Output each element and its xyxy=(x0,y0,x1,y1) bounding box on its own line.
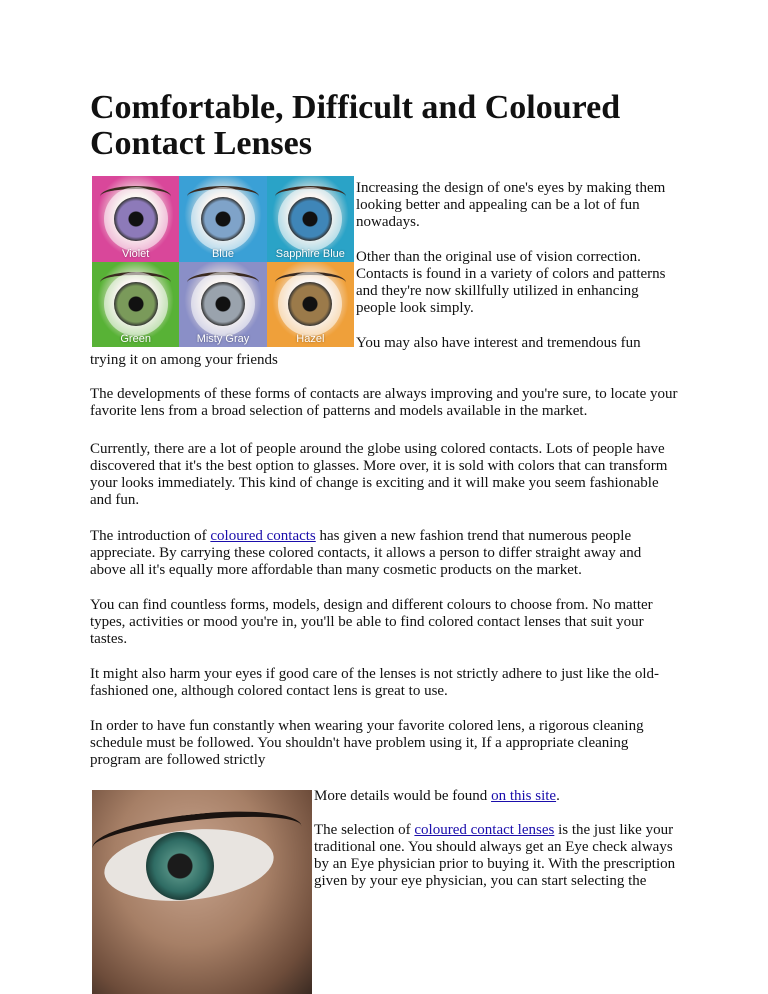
paragraph-5: Currently, there are a lot of people around the globe using colored contacts. Lots of people have discovered that it's the best option to glasses. More over, it is sold with colors that can transform your looks immediately. This kind of change is exciting and it will make you seem fashionable and fun. xyxy=(90,441,668,508)
iris-icon xyxy=(201,197,245,241)
green-eye-closeup-image xyxy=(92,790,312,994)
eye-cell-label: Green xyxy=(120,333,151,345)
paragraph-3-line-1: You may also have interest and tremendous fun xyxy=(356,335,641,351)
article-title: Comfortable, Difficult and Coloured Contact Lenses xyxy=(90,89,621,162)
paragraph-8: It might also harm your eyes if good care of the lenses is not strictly adhere to just like the old-fashioned one, although colored contact lens is great to use. xyxy=(90,666,660,699)
paragraph-10-text-after: . xyxy=(556,788,560,804)
paragraph-4: The developments of these forms of contacts are always improving and you're sure, to locate your favorite lens from a broad selection of patterns and models available in the market. xyxy=(90,386,678,419)
paragraph-6-text-before: The introduction of xyxy=(90,528,211,544)
eye-cell-label: Misty Gray xyxy=(196,333,250,345)
iris-icon xyxy=(201,282,245,326)
eye-cell-label: Violet xyxy=(122,247,150,260)
paragraph-11-text-after: is the just like your traditional one. You should always get an Eye check always by an Eye physician prior to buying it. With the prescription given by your eye physician, you can start selecting the xyxy=(314,822,676,889)
eye-cell-label: Blue xyxy=(211,247,234,260)
paragraph-1: Increasing the design of one's eyes by making them looking better and appealing can be a lot of fun nowadays. xyxy=(356,180,666,230)
iris-icon xyxy=(114,197,158,241)
paragraph-10-text-before: More details would be found xyxy=(314,788,492,804)
eye-cell-green xyxy=(92,262,179,348)
paragraph-11 xyxy=(314,822,684,890)
eye-cell-label: Sapphire Blue xyxy=(275,247,345,260)
on-this-site-link[interactable]: on this site xyxy=(491,788,557,804)
paragraph-3-line-2: trying it on among your friends xyxy=(90,352,278,368)
coloured-contacts-link[interactable]: coloured contacts xyxy=(210,528,316,544)
paragraph-2: Other than the original use of vision correction. Contacts is found in a variety of colors and patterns and they're now skillfully utilized in enhancing people look simply. xyxy=(356,249,666,316)
eye-cell-label: Hazel xyxy=(296,333,325,345)
paragraph-11-text-before: The selection of xyxy=(314,822,415,838)
eye-color-grid-image xyxy=(92,176,354,347)
eye-cell-violet xyxy=(92,176,179,262)
eye-cell-hazel xyxy=(267,262,354,348)
eye-cell-blue xyxy=(179,176,266,262)
coloured-contact-lenses-link[interactable]: coloured contact lenses xyxy=(414,822,555,838)
paragraph-6 xyxy=(90,528,680,579)
paragraph-10 xyxy=(314,788,684,805)
iris-icon xyxy=(288,282,332,326)
paragraph-9: In order to have fun constantly when wearing your favorite colored lens, a rigorous cleaning schedule must be followed. You shouldn't have problem using it, If a appropriate cleaning program are followed strictly xyxy=(90,718,644,768)
eye-cell-misty-gray xyxy=(179,262,266,348)
paragraph-7: You can find countless forms, models, design and different colours to choose from. No matter types, activities or mood you're in, you'll be able to find colored contact lenses that suit your tastes. xyxy=(90,597,653,647)
iris-icon xyxy=(288,197,332,241)
eye-cell-sapphire-blue xyxy=(267,176,354,262)
paragraph-6-text-after: has given a new fashion trend that numerous people appreciate. By carrying these colored contacts, it allows a person to differ straight away and above all it's equally more affordable than many cosmetic products on the market. xyxy=(90,528,642,578)
iris-icon xyxy=(114,282,158,326)
